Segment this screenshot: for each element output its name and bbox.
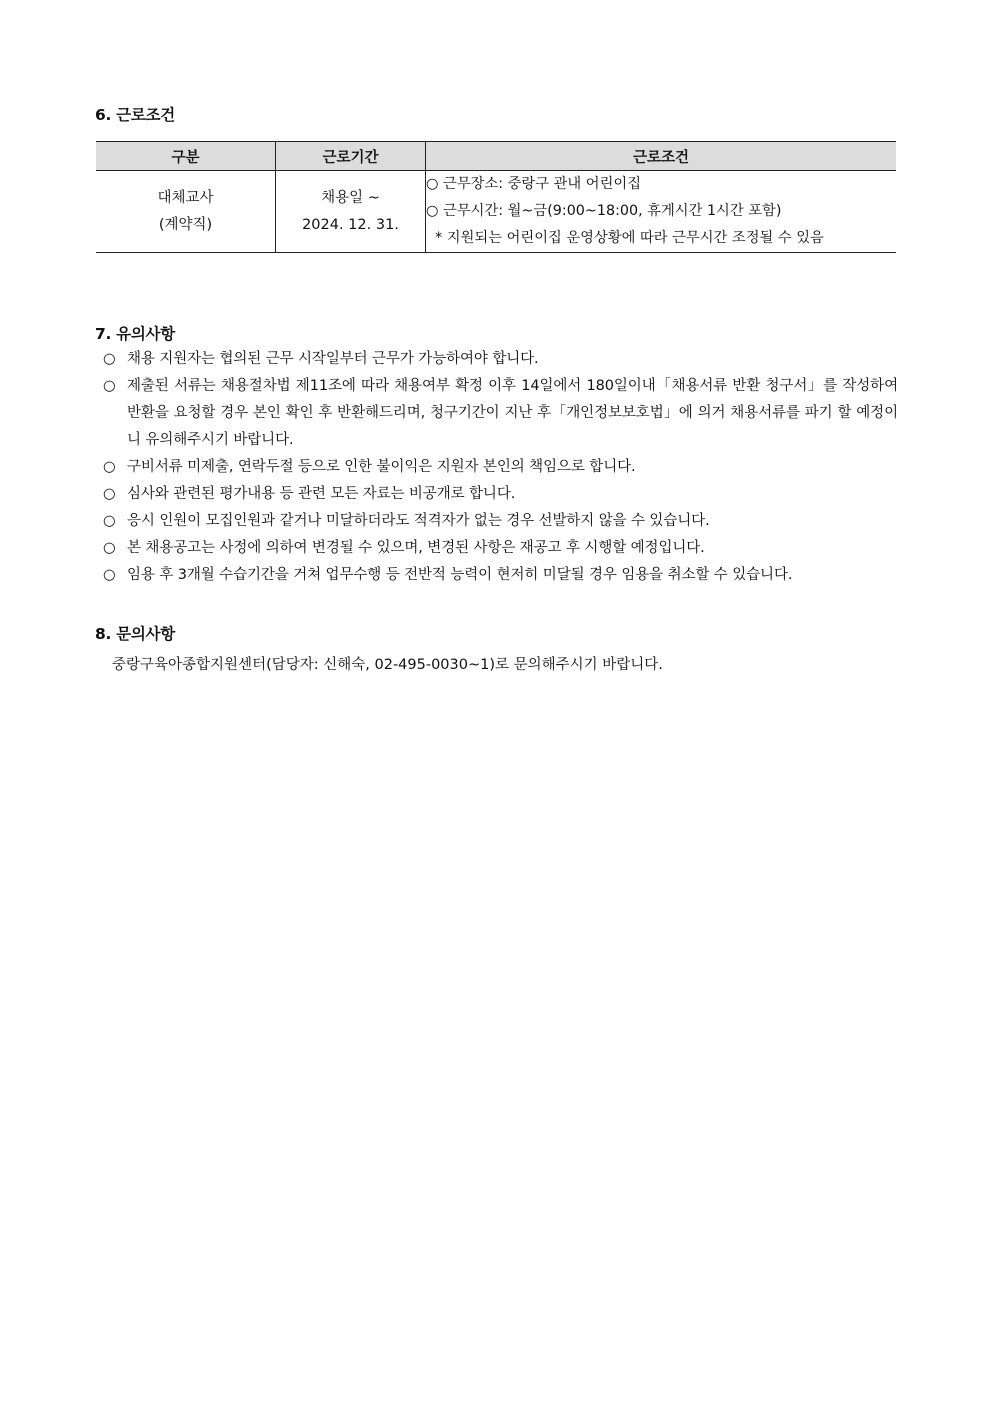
bullet-circle: ○ bbox=[103, 513, 116, 529]
contact-info: 중랑구육아종합지원센터(담당자: 신해숙, 02-495-0030~1)로 문의해주시기 바랍니다. bbox=[112, 657, 663, 673]
header-category: 구분 bbox=[96, 142, 276, 171]
table-header-row bbox=[96, 142, 896, 171]
cell-category bbox=[96, 171, 276, 253]
cell-period bbox=[276, 171, 426, 253]
bullet-circle: ○ bbox=[103, 351, 116, 367]
bullet-circle: ○ bbox=[103, 486, 116, 502]
period-line-2: 2024. 12. 31. bbox=[302, 216, 399, 233]
work-conditions-table bbox=[96, 141, 896, 253]
list-item: ○ 응시 인원이 모집인원과 같거나 미달하더라도 적격자가 없는 경우 선발하지 않을 수 있습니다. bbox=[103, 508, 898, 535]
bullet-circle: ○ bbox=[103, 540, 116, 556]
condition-note: * 지원되는 어린이집 운영상황에 따라 근무시간 조정될 수 있음 bbox=[426, 230, 824, 246]
category-line-1: 대체교사 bbox=[157, 189, 214, 206]
list-item: ○ 제출된 서류는 채용절차법 제11조에 따라 채용여부 확정 이후 14일에서 180일이내「채용서류 반환 청구서」를 작성하여 반환을 요청할 경우 본인 확인 후 반환해드리며, 청구기간이 지난 후「개인정보보호법」에 의거 채용서류를 파기 할 예정이니 유의해주시기 바랍니다. bbox=[103, 373, 898, 454]
cell-conditions bbox=[426, 171, 897, 253]
condition-hours: ○ 근무시간: 월~금(9:00~18:00, 휴게시간 1시간 포함) bbox=[426, 203, 782, 219]
condition-location: ○ 근무장소: 중랑구 관내 어린이집 bbox=[426, 176, 642, 192]
header-conditions: 근로조건 bbox=[426, 142, 897, 171]
list-item: ○ 채용 지원자는 협의된 근무 시작일부터 근무가 가능하여야 합니다. bbox=[103, 346, 898, 373]
header-period: 근로기간 bbox=[276, 142, 426, 171]
section-8-title: 8. 문의사항 bbox=[95, 625, 175, 643]
table-row bbox=[96, 171, 896, 253]
list-item: ○ 심사와 관련된 평가내용 등 관련 모든 자료는 비공개로 합니다. bbox=[103, 481, 898, 508]
period-line-1: 채용일 ~ bbox=[321, 189, 380, 206]
bullet-circle: ○ bbox=[103, 459, 116, 475]
notice-list bbox=[103, 346, 898, 589]
bullet-circle: ○ bbox=[103, 378, 116, 394]
section-7-title: 7. 유의사항 bbox=[95, 325, 175, 343]
section-6-title: 6. 근로조건 bbox=[95, 106, 175, 124]
list-item: ○ 임용 후 3개월 수습기간을 거쳐 업무수행 등 전반적 능력이 현저히 미달될 경우 임용을 취소할 수 있습니다. bbox=[103, 562, 898, 589]
list-item: ○ 구비서류 미제출, 연락두절 등으로 인한 불이익은 지원자 본인의 책임으로 합니다. bbox=[103, 454, 898, 481]
list-item: ○ 본 채용공고는 사정에 의하여 변경될 수 있으며, 변경된 사항은 재공고 후 시행할 예정입니다. bbox=[103, 535, 898, 562]
category-line-2: (계약직) bbox=[158, 216, 213, 233]
bullet-circle: ○ bbox=[103, 567, 116, 583]
